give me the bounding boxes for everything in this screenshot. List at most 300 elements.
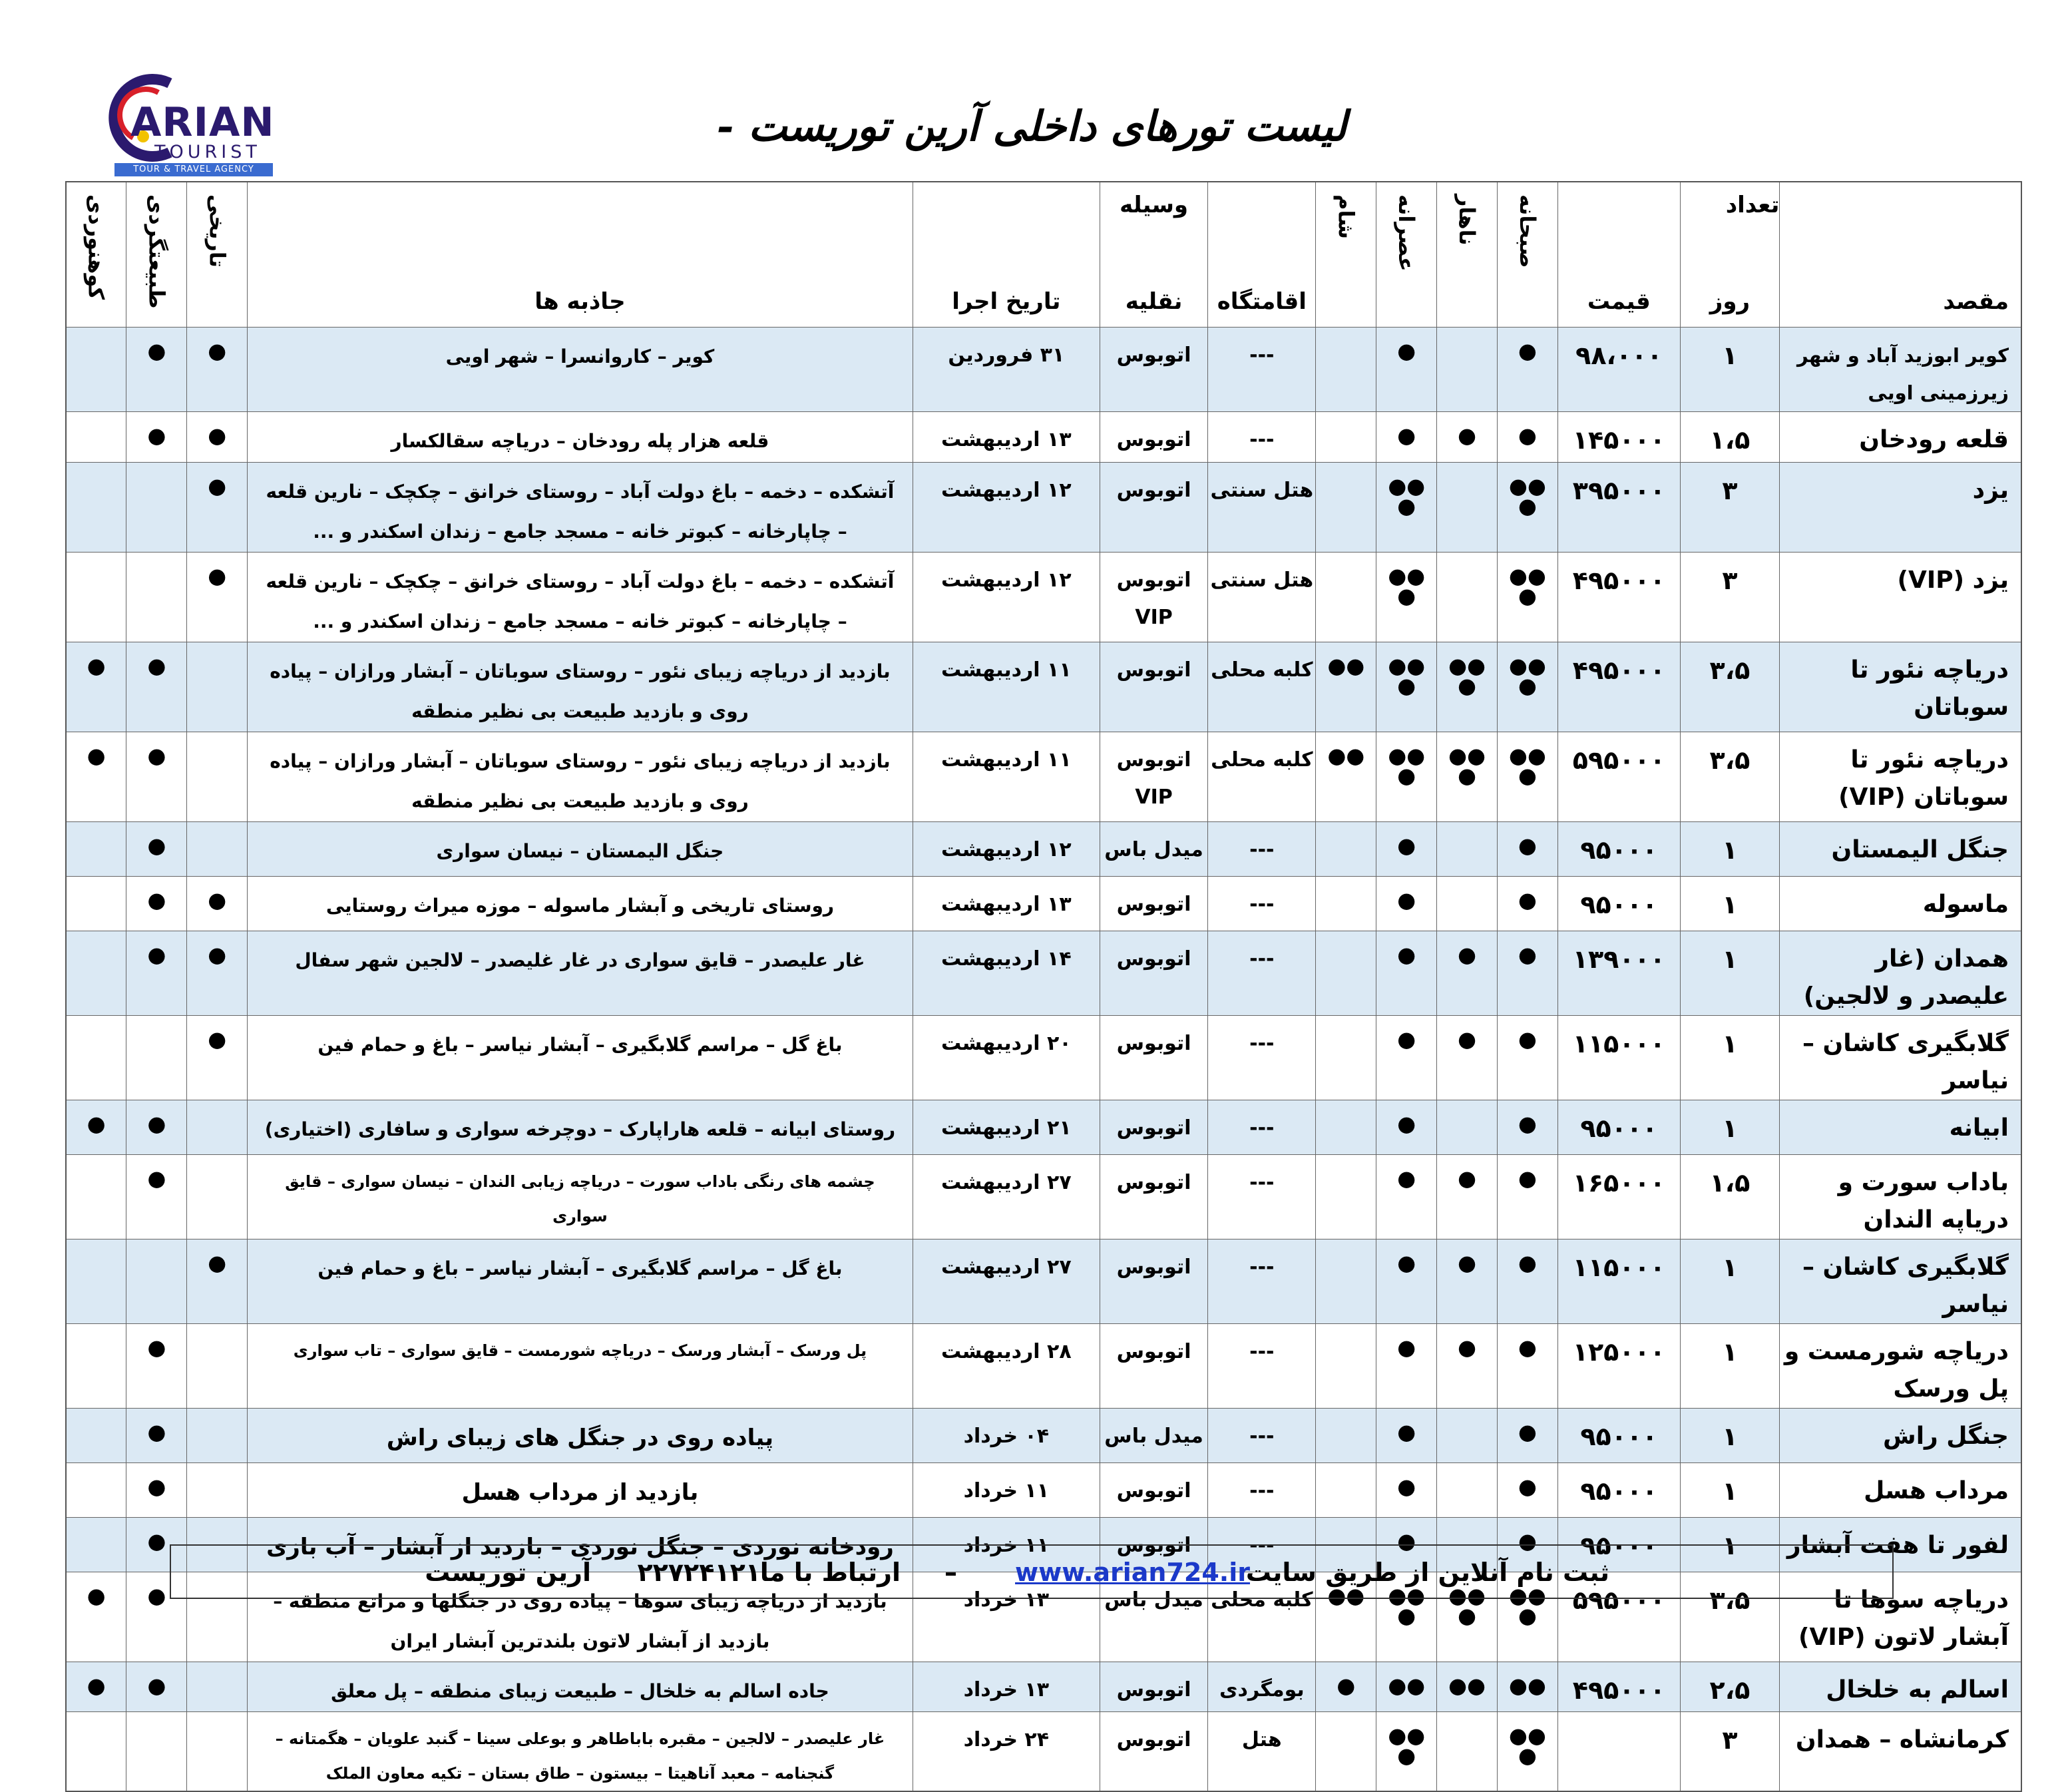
cell-days: ۱: [1680, 876, 1779, 931]
header-vehicle: [1100, 182, 1207, 327]
cell-vehicle: اتوبوس VIP: [1100, 732, 1207, 821]
cell-days: ۲،۵: [1680, 1662, 1779, 1711]
cell-snack: ●● ●: [1376, 642, 1437, 732]
page-title: لیست تورهای داخلی آرین توریست -: [716, 102, 1347, 150]
cell-nature: ●: [126, 1462, 187, 1517]
header-historic: [187, 182, 248, 327]
table-row: [66, 552, 2021, 642]
cell-nature: ●: [126, 1323, 187, 1408]
cell-snack: ●: [1376, 327, 1437, 411]
cell-attractions: بازدید از دریاچه زیبای نئور – روستای سوباتان – آبشار ورازان – پیاده روی و بازدید طبیعت بی نظیر منطقه: [248, 732, 913, 821]
cell-date: ۱۲ اردیبهشت: [913, 821, 1100, 876]
table-row: [66, 642, 2021, 732]
cell-price: ۹۵۰۰۰: [1557, 1408, 1680, 1462]
cell-accommodation: کلبه محلی: [1208, 1572, 1316, 1662]
cell-price: ۱۴۵۰۰۰: [1557, 411, 1680, 462]
cell-breakfast: ●●: [1498, 1662, 1558, 1711]
cell-days: ۳: [1680, 1711, 1779, 1791]
cell-nature: [126, 1711, 187, 1791]
cell-breakfast: ●● ●: [1498, 1572, 1558, 1662]
cell-vehicle: اتوبوس: [1100, 931, 1207, 1015]
cell-dinner: ●: [1316, 1662, 1376, 1711]
cell-price: ۱۳۹۰۰۰: [1557, 931, 1680, 1015]
cell-mountain: [66, 1462, 126, 1517]
cell-days: ۳،۵: [1680, 732, 1779, 821]
header-breakfast-label: صبحانه: [1514, 194, 1540, 268]
header-days-label: روز: [1709, 288, 1751, 315]
cell-snack: ●: [1376, 1408, 1437, 1462]
cell-historic: [187, 642, 248, 732]
cell-nature: ●: [126, 642, 187, 732]
cell-date: ۲۱ اردیبهشت: [913, 1100, 1100, 1154]
cell-accommodation: هتل سنتی: [1208, 462, 1316, 552]
table-row: [66, 1323, 2021, 1408]
cell-days: ۱: [1680, 327, 1779, 411]
cell-destination: همدان (غار علیصدر و لالجین): [1780, 931, 2021, 1015]
cell-lunch: [1437, 1408, 1498, 1462]
cell-snack: ●: [1376, 1154, 1437, 1239]
header-vehicle-top: وسیله: [1120, 192, 1189, 218]
cell-historic: [187, 1711, 248, 1791]
cell-mountain: [66, 552, 126, 642]
cell-breakfast: ●● ●: [1498, 552, 1558, 642]
cell-accommodation: ---: [1208, 411, 1316, 462]
cell-snack: ●● ●: [1376, 462, 1437, 552]
header-snack-label: عصرانه: [1394, 194, 1420, 272]
cell-mountain: [66, 462, 126, 552]
header-historic-label: تاریخی: [204, 194, 230, 268]
cell-dinner: [1316, 876, 1376, 931]
cell-destination: مرداب هسل: [1780, 1462, 2021, 1517]
cell-dinner: [1316, 552, 1376, 642]
logo-tagline: TOUR & TRAVEL AGENCY: [114, 163, 273, 176]
cell-historic: ●: [187, 411, 248, 462]
footer-bar: [170, 1544, 1894, 1599]
header-dinner-label: شام: [1333, 194, 1359, 239]
cell-accommodation: ---: [1208, 1517, 1316, 1572]
cell-lunch: ●● ●: [1437, 642, 1498, 732]
cell-breakfast: ●: [1498, 327, 1558, 411]
cell-accommodation: کلبه محلی: [1208, 732, 1316, 821]
cell-dinner: [1316, 1323, 1376, 1408]
cell-mountain: [66, 1154, 126, 1239]
cell-lunch: [1437, 327, 1498, 411]
cell-vehicle: اتوبوس: [1100, 327, 1207, 411]
cell-nature: ●: [126, 876, 187, 931]
cell-dinner: [1316, 411, 1376, 462]
cell-vehicle: اتوبوس: [1100, 1517, 1207, 1572]
cell-mountain: [66, 1517, 126, 1572]
cell-accommodation: بومگردی: [1208, 1662, 1316, 1711]
cell-days: ۱: [1680, 821, 1779, 876]
cell-dinner: [1316, 1711, 1376, 1791]
cell-attractions: چشمه های رنگی باداب سورت – دریاچه زیابی الندان – نیسان سواری – قایق سواری: [248, 1154, 913, 1239]
cell-days: ۱: [1680, 931, 1779, 1015]
cell-lunch: [1437, 876, 1498, 931]
cell-date: ۲۰ اردیبهشت: [913, 1015, 1100, 1100]
cell-attractions: رودخانه نوردی – جنگل نوردی – بازدید از آبشار – آب بازی: [248, 1517, 913, 1572]
cell-days: ۱: [1680, 1517, 1779, 1572]
cell-attractions: باغ گل – مراسم گلابگیری – آبشار نیاسر – باغ و حمام فین: [248, 1015, 913, 1100]
cell-lunch: ●: [1437, 1154, 1498, 1239]
cell-breakfast: ●: [1498, 411, 1558, 462]
cell-attractions: بازدید از مرداب هسل: [248, 1462, 913, 1517]
table-row: [66, 411, 2021, 462]
cell-days: ۱: [1680, 1015, 1779, 1100]
logo-name: ARIAN: [130, 99, 275, 146]
cell-mountain: [66, 1015, 126, 1100]
cell-mountain: [66, 327, 126, 411]
cell-date: ۱۱ خرداد: [913, 1462, 1100, 1517]
cell-snack: ●: [1376, 1517, 1437, 1572]
cell-historic: ●: [187, 876, 248, 931]
cell-price: ۹۵۰۰۰: [1557, 1100, 1680, 1154]
cell-vehicle: اتوبوس: [1100, 1154, 1207, 1239]
cell-date: ۲۴ خرداد: [913, 1711, 1100, 1791]
cell-date: ۱۳ اردیبهشت: [913, 876, 1100, 931]
cell-breakfast: ●: [1498, 876, 1558, 931]
cell-dinner: ●●: [1316, 642, 1376, 732]
cell-date: ۰۴ خرداد: [913, 1408, 1100, 1462]
cell-lunch: [1437, 462, 1498, 552]
header-days: [1680, 182, 1779, 327]
cell-attractions: بازدید از دریاچه زیبای سوها – پیاده روی در جنگلها و مراتع منطقه – بازدید از آبشار لاتون بلندترین آبشار ایران: [248, 1572, 913, 1662]
cell-breakfast: ●● ●: [1498, 732, 1558, 821]
cell-vehicle: اتوبوس VIP: [1100, 552, 1207, 642]
cell-destination: جنگل الیمستان: [1780, 821, 2021, 876]
cell-attractions: قلعه هزار پله رودخان – دریاچه سقالکسار: [248, 411, 913, 462]
cell-destination: دریاچه نئور تا سوباتان: [1780, 642, 2021, 732]
cell-vehicle: میدل باس: [1100, 821, 1207, 876]
cell-price: ۹۵۰۰۰: [1557, 821, 1680, 876]
cell-destination: گلابگیری کاشان – نیاسر: [1780, 1239, 2021, 1323]
cell-snack: ●● ●: [1376, 552, 1437, 642]
cell-attractions: غار علیصدر – لالجین – مقبره باباطاهر و بوعلی سینا – گنبد علویان – هگمتانه – گنجنامه – معبد آناهیتا – بیستون – طاق بستان – تکیه معاون الملک: [248, 1711, 913, 1791]
cell-breakfast: ●: [1498, 1323, 1558, 1408]
cell-date: ۲۸ اردیبهشت: [913, 1323, 1100, 1408]
cell-breakfast: ●: [1498, 1408, 1558, 1462]
cell-historic: ●: [187, 1239, 248, 1323]
cell-destination: دریاچه شورمست و پل ورسک: [1780, 1323, 2021, 1408]
cell-days: ۱: [1680, 1239, 1779, 1323]
header-accommodation: اقامتگاه: [1208, 182, 1316, 327]
cell-attractions: کویر – کاروانسرا – شهر اویی: [248, 327, 913, 411]
cell-price: ۴۹۵۰۰۰: [1557, 1662, 1680, 1711]
cell-destination: یزد: [1780, 462, 2021, 552]
cell-snack: ●: [1376, 821, 1437, 876]
cell-nature: ●: [126, 411, 187, 462]
cell-breakfast: ●: [1498, 1100, 1558, 1154]
header-lunch: [1437, 182, 1498, 327]
cell-vehicle: اتوبوس: [1100, 1711, 1207, 1791]
cell-accommodation: ---: [1208, 327, 1316, 411]
table-row: [66, 931, 2021, 1015]
cell-destination: باداب سورت و دریاپه الندان: [1780, 1154, 2021, 1239]
cell-vehicle: اتوبوس: [1100, 1239, 1207, 1323]
header-dinner: [1316, 182, 1376, 327]
cell-destination: جنگل راش: [1780, 1408, 2021, 1462]
cell-attractions: بازدید از دریاچه زیبای نئور – روستای سوباتان – آبشار ورازان – پیاده روی و بازدید طبیعت بی نظیر منطقه: [248, 642, 913, 732]
cell-price: ۹۵۰۰۰: [1557, 1462, 1680, 1517]
cell-accommodation: ---: [1208, 1408, 1316, 1462]
cell-historic: ●: [187, 327, 248, 411]
cell-date: ۲۷ اردیبهشت: [913, 1154, 1100, 1239]
cell-lunch: ●● ●: [1437, 732, 1498, 821]
cell-dinner: [1316, 1154, 1376, 1239]
cell-lunch: ●: [1437, 1323, 1498, 1408]
table-row: [66, 1239, 2021, 1323]
footer-register-text: ثبت نام آنلاین از طریق سایت: [1245, 1558, 1609, 1587]
cell-date: ۱۳ اردیبهشت: [913, 411, 1100, 462]
cell-snack: ●● ●: [1376, 1711, 1437, 1791]
cell-accommodation: ---: [1208, 1154, 1316, 1239]
cell-date: ۱۳ خرداد: [913, 1572, 1100, 1662]
cell-breakfast: ●: [1498, 931, 1558, 1015]
header-mountain-label: کوهنوردی: [83, 194, 109, 300]
cell-vehicle: میدل باس: [1100, 1572, 1207, 1662]
header-date: تاریخ اجرا: [913, 182, 1100, 327]
cell-vehicle: اتوبوس: [1100, 411, 1207, 462]
cell-dinner: [1316, 1015, 1376, 1100]
cell-vehicle: اتوبوس: [1100, 876, 1207, 931]
cell-vehicle: اتوبوس: [1100, 642, 1207, 732]
cell-vehicle: میدل باس: [1100, 1408, 1207, 1462]
cell-dinner: ●●: [1316, 1572, 1376, 1662]
cell-nature: [126, 462, 187, 552]
cell-date: ۱۱ اردیبهشت: [913, 732, 1100, 821]
cell-price: ۱۲۵۰۰۰: [1557, 1323, 1680, 1408]
cell-historic: [187, 821, 248, 876]
table-row: [66, 732, 2021, 821]
cell-destination: لفور تا هفت آبشار: [1780, 1517, 2021, 1572]
cell-attractions: باغ گل – مراسم گلابگیری – آبشار نیاسر – باغ و حمام فین: [248, 1239, 913, 1323]
cell-vehicle: اتوبوس: [1100, 1462, 1207, 1517]
cell-accommodation: ---: [1208, 931, 1316, 1015]
cell-accommodation: کلبه محلی: [1208, 642, 1316, 732]
footer-phone-number: ۲۲۷۲۴۱۲۱: [637, 1558, 761, 1587]
cell-accommodation: ---: [1208, 1462, 1316, 1517]
cell-nature: ●: [126, 327, 187, 411]
cell-price: ۱۱۵۰۰۰: [1557, 1015, 1680, 1100]
cell-breakfast: ●● ●: [1498, 642, 1558, 732]
cell-dinner: [1316, 1462, 1376, 1517]
header-mountain: [66, 182, 126, 327]
table-header-row: [66, 182, 2021, 327]
cell-historic: [187, 732, 248, 821]
cell-mountain: ●: [66, 642, 126, 732]
cell-vehicle: اتوبوس: [1100, 1323, 1207, 1408]
cell-nature: ●: [126, 1154, 187, 1239]
cell-price: ۱۱۵۰۰۰: [1557, 1239, 1680, 1323]
cell-vehicle: اتوبوس: [1100, 1015, 1207, 1100]
cell-accommodation: ---: [1208, 1015, 1316, 1100]
header-snack: [1376, 182, 1437, 327]
cell-attractions: روستای تاریخی و آبشار ماسوله – موزه میراث روستایی: [248, 876, 913, 931]
table-row: [66, 1408, 2021, 1462]
cell-mountain: [66, 931, 126, 1015]
header-breakfast: [1498, 182, 1558, 327]
cell-historic: ●: [187, 931, 248, 1015]
cell-dinner: ●●: [1316, 732, 1376, 821]
cell-destination: ابیانه: [1780, 1100, 2021, 1154]
cell-vehicle: اتوبوس: [1100, 462, 1207, 552]
cell-lunch: [1437, 1462, 1498, 1517]
cell-accommodation: ---: [1208, 876, 1316, 931]
cell-price: ۹۵۰۰۰: [1557, 876, 1680, 931]
header-destination: مقصد: [1780, 182, 2021, 327]
cell-days: ۱،۵: [1680, 411, 1779, 462]
table-row: [66, 1462, 2021, 1517]
cell-price: ۴۹۵۰۰۰: [1557, 642, 1680, 732]
cell-mountain: [66, 411, 126, 462]
cell-historic: [187, 1662, 248, 1711]
cell-attractions: جاده اسالم به خلخال – طبیعت زیبای منطقه – پل معلق: [248, 1662, 913, 1711]
cell-accommodation: ---: [1208, 1100, 1316, 1154]
cell-snack: ●● ●: [1376, 1572, 1437, 1662]
cell-price: ۹۵۰۰۰: [1557, 1517, 1680, 1572]
table-row: [66, 1711, 2021, 1791]
cell-breakfast: ●: [1498, 1015, 1558, 1100]
cell-snack: ●●: [1376, 1662, 1437, 1711]
cell-historic: ●: [187, 462, 248, 552]
cell-attractions: روستای ابیانه – قلعه هاراپارک – دوچرخه سواری و سافاری (اختیاری): [248, 1100, 913, 1154]
cell-mountain: ●: [66, 1662, 126, 1711]
cell-price: [1557, 1711, 1680, 1791]
footer-website-link[interactable]: www.arian724.ir: [1015, 1558, 1250, 1587]
cell-days: ۱: [1680, 1100, 1779, 1154]
cell-days: ۱: [1680, 1323, 1779, 1408]
cell-days: ۳: [1680, 552, 1779, 642]
cell-dinner: [1316, 1239, 1376, 1323]
cell-price: ۱۶۵۰۰۰: [1557, 1154, 1680, 1239]
cell-lunch: [1437, 1711, 1498, 1791]
cell-date: ۱۲ اردیبهشت: [913, 552, 1100, 642]
cell-nature: ●: [126, 1100, 187, 1154]
cell-attractions: پیاده روی در جنگل های زیبای راش: [248, 1408, 913, 1462]
cell-breakfast: ●: [1498, 1154, 1558, 1239]
cell-lunch: ●: [1437, 1239, 1498, 1323]
cell-snack: ●: [1376, 411, 1437, 462]
cell-price: ۴۹۵۰۰۰: [1557, 552, 1680, 642]
logo-sub: TOURIST: [154, 142, 261, 162]
cell-lunch: ●: [1437, 1015, 1498, 1100]
cell-attractions: آتشکده – دخمه – باغ دولت آباد – روستای خرانق – چکچک – نارین قلعه – چاپارخانه – کبوتر خانه – مسجد جامع – زندان اسکندر و ...: [248, 462, 913, 552]
cell-destination: کرمانشاه – همدان: [1780, 1711, 2021, 1791]
cell-destination: دریاچه سوها تا آبشار لاتون (VIP): [1780, 1572, 2021, 1662]
cell-snack: ●: [1376, 1239, 1437, 1323]
cell-days: ۳،۵: [1680, 1572, 1779, 1662]
cell-mountain: [66, 876, 126, 931]
cell-destination: گلابگیری کاشان – نیاسر: [1780, 1015, 2021, 1100]
cell-dinner: [1316, 821, 1376, 876]
cell-date: ۱۴ اردیبهشت: [913, 931, 1100, 1015]
header-attractions: جاذبه ها: [248, 182, 913, 327]
cell-price: ۵۹۵۰۰۰: [1557, 732, 1680, 821]
cell-nature: ●: [126, 1572, 187, 1662]
cell-nature: ●: [126, 1517, 187, 1572]
cell-price: ۵۹۵۰۰۰: [1557, 1572, 1680, 1662]
cell-nature: ●: [126, 732, 187, 821]
cell-breakfast: ●● ●: [1498, 462, 1558, 552]
cell-destination: ماسوله: [1780, 876, 2021, 931]
cell-accommodation: ---: [1208, 821, 1316, 876]
cell-lunch: ●●: [1437, 1662, 1498, 1711]
cell-historic: ●: [187, 552, 248, 642]
cell-dinner: [1316, 327, 1376, 411]
cell-destination: اسالم به خلخال: [1780, 1662, 2021, 1711]
cell-mountain: [66, 1323, 126, 1408]
cell-vehicle: اتوبوس: [1100, 1100, 1207, 1154]
cell-snack: ●: [1376, 1462, 1437, 1517]
header-vehicle-bottom: نقلیه: [1125, 288, 1183, 315]
cell-accommodation: هتل: [1208, 1711, 1316, 1791]
cell-days: ۳: [1680, 462, 1779, 552]
header-nature-label: طبیعتگردی: [144, 194, 170, 309]
cell-nature: ●: [126, 1408, 187, 1462]
header-count: تعداد: [1725, 192, 1780, 218]
cell-dinner: [1316, 931, 1376, 1015]
table-row: [66, 1015, 2021, 1100]
footer-contact-label: ارتباط با ما: [759, 1558, 901, 1587]
cell-nature: ●: [126, 931, 187, 1015]
cell-lunch: ●● ●: [1437, 1572, 1498, 1662]
cell-snack: ●: [1376, 1323, 1437, 1408]
cell-date: ۳۱ فروردین: [913, 327, 1100, 411]
cell-attractions: آتشکده – دخمه – باغ دولت آباد – روستای خرانق – چکچک – نارین قلعه – چاپارخانه – کبوتر خانه – مسجد جامع – زندان اسکندر و ...: [248, 552, 913, 642]
cell-historic: [187, 1462, 248, 1517]
cell-mountain: [66, 1239, 126, 1323]
cell-days: ۳،۵: [1680, 642, 1779, 732]
table-row: [66, 876, 2021, 931]
table-row: [66, 462, 2021, 552]
cell-nature: [126, 552, 187, 642]
cell-mountain: ●: [66, 1100, 126, 1154]
cell-snack: ●: [1376, 876, 1437, 931]
table-row: [66, 327, 2021, 411]
cell-snack: ●: [1376, 1100, 1437, 1154]
cell-days: ۱،۵: [1680, 1154, 1779, 1239]
cell-days: ۱: [1680, 1462, 1779, 1517]
cell-destination: قلعه رودخان: [1780, 411, 2021, 462]
cell-date: ۲۷ اردیبهشت: [913, 1239, 1100, 1323]
cell-destination: یزد (VIP): [1780, 552, 2021, 642]
cell-breakfast: ●: [1498, 1462, 1558, 1517]
cell-breakfast: ●● ●: [1498, 1711, 1558, 1791]
table-row: [66, 1154, 2021, 1239]
cell-snack: ●● ●: [1376, 732, 1437, 821]
cell-date: ۱۳ خرداد: [913, 1662, 1100, 1711]
cell-date: ۱۱ اردیبهشت: [913, 642, 1100, 732]
cell-lunch: [1437, 1100, 1498, 1154]
cell-accommodation: ---: [1208, 1239, 1316, 1323]
cell-lunch: ●: [1437, 411, 1498, 462]
footer-separator: –: [944, 1558, 957, 1587]
cell-destination: دریاچه نئور تا سوباتان (VIP): [1780, 732, 2021, 821]
cell-dinner: [1316, 1408, 1376, 1462]
cell-destination: کویر ابوزید آباد و شهر زیرزمینی اویی: [1780, 327, 2021, 411]
cell-mountain: ●: [66, 1572, 126, 1662]
cell-mountain: [66, 1408, 126, 1462]
cell-date: ۱۱ خرداد: [913, 1517, 1100, 1572]
cell-attractions: جنگل الیمستان – نیسان سواری: [248, 821, 913, 876]
agency-logo: [106, 70, 280, 176]
cell-historic: [187, 1323, 248, 1408]
cell-historic: [187, 1154, 248, 1239]
cell-date: ۱۲ اردیبهشت: [913, 462, 1100, 552]
cell-days: ۱: [1680, 1408, 1779, 1462]
cell-vehicle: اتوبوس: [1100, 1662, 1207, 1711]
cell-lunch: ●: [1437, 931, 1498, 1015]
